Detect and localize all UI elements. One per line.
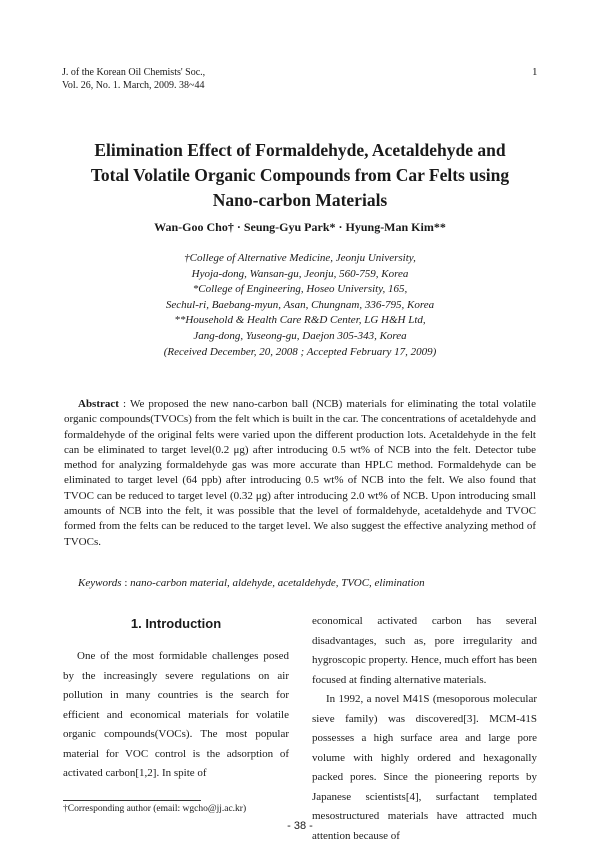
section-heading-introduction: 1. Introduction <box>130 616 222 631</box>
footnote-divider <box>63 800 201 801</box>
corresponding-author-footnote: †Corresponding author (email: wgcho@jj.ac.kr) <box>63 804 247 814</box>
right-column <box>312 612 537 846</box>
title-line-1: Elimination Effect of Formaldehyde, Acetaldehyde and <box>94 140 506 160</box>
abstract-label: Abstract <box>78 398 119 410</box>
keywords-text: nano-carbon material, aldehyde, acetaldehyde, TVOC, elimination <box>130 577 425 589</box>
left-column <box>63 612 289 784</box>
keywords <box>64 576 536 591</box>
abstract-separator: : <box>118 398 130 410</box>
intro-paragraph-1: One of the most formidable challenges posed by the increasingly severe regulations on air pollution in many countries is the search for efficient and economical materials for volatile organic compounds(VOCs). The most popular material for VOC control is the adsorption of activated carbon[1,2]. In spite of <box>63 650 289 779</box>
journal-citation <box>62 66 205 92</box>
affiliation-line: Jang-dong, Yuseong-gu, Daejon 305-343, Korea <box>193 329 407 342</box>
affiliation-line: *College of Engineering, Hoseo University, 165, <box>192 283 408 296</box>
intro-paragraph-continued: economical activated carbon has several disadvantages, such as, pore irregularity and hygroscopic property. Hence, much effort has been focused at finding alternative materials. <box>312 615 537 686</box>
received-dates: (Received December, 20, 2008 ; Accepted February 17, 2009) <box>163 345 437 358</box>
affiliation-line: Hyoja-dong, Wansan-gu, Jeonju, 560-759, Korea <box>191 267 409 280</box>
abstract <box>64 397 536 550</box>
intro-paragraph-2: In 1992, a novel M41S (mesoporous molecular sieve family) was discovered[3]. MCM-41S possesses a high surface area and large pore volume with highly ordered and hexagonally packed pores. Since the pioneering reports by Japanese scientists[4], surfactant templated mesostructured materials have attracted much attention because of <box>312 693 537 842</box>
affiliation-line: Sechul-ri, Baebang-myun, Asan, Chungnam, 336-795, Korea <box>165 298 435 311</box>
page-footer-number: - 38 - <box>287 820 313 832</box>
affiliation-line: **Household & Health Care R&D Center, LG H&H Ltd, <box>174 314 426 327</box>
abstract-text: We proposed the new nano-carbon ball (NCB) materials for eliminating the total volatile organic compounds(TVOCs) from the felt which is built in the car. The concentrations of acetaldehyde and formaldehyde of the original felts were varied upon the different production lots. Acetaldehyde in the felt can be eliminated to target level(0.2 μg) after introducing 0.5 wt% of NCB into the felt. Detector tube method for analyzing formaldehyde gas was more accurate than HPLC method. Formaldehyde can be eliminated to target level (64 ppb) after introducing 0.5 wt% of NCB into the felt. We also found that TVOC can be reduced to target level (0.32 μg) after introducing 2.0 wt% of NCB. Upon introducing small amounts of NCB into the felt, it was possible that the level of formaldehyde, acetaldehyde and TVOC formed from the felts can be reduced to the target level. We also suggest the effective analyzing method of TVOCs. <box>64 398 536 548</box>
keywords-separator: : <box>121 577 131 589</box>
affiliations <box>40 251 560 360</box>
keywords-label: Keywords <box>78 577 122 589</box>
journal-name: J. of the Korean Oil Chemists' Soc., <box>62 67 206 78</box>
page-number: 1 <box>532 66 538 78</box>
title-line-2: Total Volatile Organic Compounds from Car Felts using <box>90 165 510 185</box>
title-line-3: Nano-carbon Materials <box>212 190 388 210</box>
affiliation-line: †College of Alternative Medicine, Jeonju University, <box>184 252 416 264</box>
journal-volume: Vol. 26, No. 1. March, 2009. 38~44 <box>62 80 205 91</box>
author-list: Wan-Goo Cho† · Seung-Gyu Park* · Hyung-Man Kim** <box>154 220 446 234</box>
paper-title <box>40 138 560 213</box>
